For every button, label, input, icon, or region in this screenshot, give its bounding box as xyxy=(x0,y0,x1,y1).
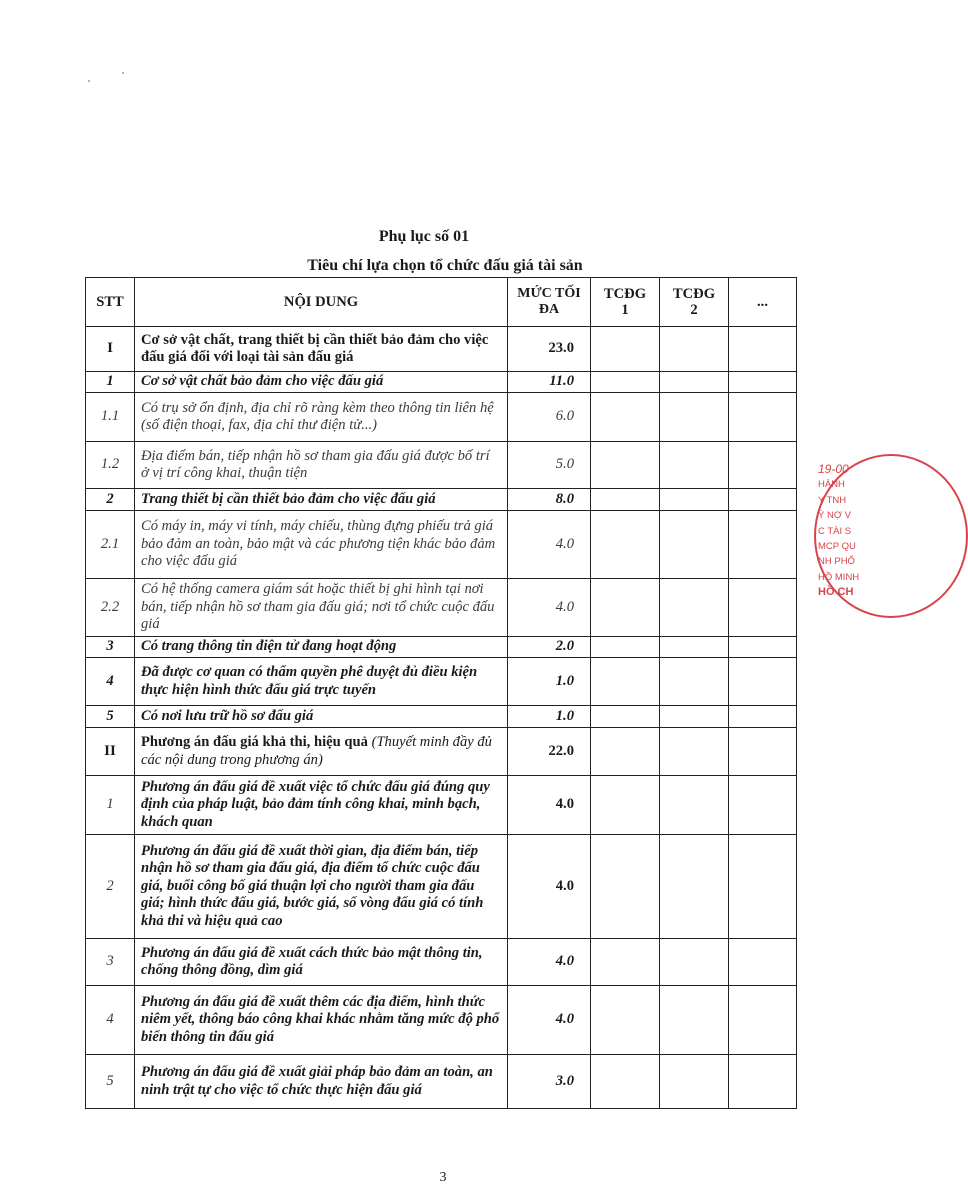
row-tcdg-1-cell xyxy=(591,835,660,939)
stamp-line: Y TNH xyxy=(818,494,847,506)
page-number: 3 xyxy=(439,1170,447,1185)
stamp-line: MCP QU xyxy=(818,540,856,552)
header-stt: STT xyxy=(86,278,135,327)
row-score: 1.0 xyxy=(508,658,591,706)
row-tcdg-2-cell xyxy=(660,776,729,835)
table-row xyxy=(86,658,797,706)
table-row xyxy=(86,511,797,579)
row-content: Đã được cơ quan có thẩm quyền phê duyệt đủ điều kiện thực hiện hình thức đấu giá trực tuyến xyxy=(135,658,508,706)
row-tcdg-2-cell xyxy=(660,835,729,939)
row-tcdg-1-cell xyxy=(591,776,660,835)
table-row xyxy=(86,579,797,637)
row-score: 8.0 xyxy=(508,489,591,511)
criteria-table xyxy=(85,277,797,1109)
row-content: Phương án đấu giá đề xuất việc tổ chức đấu giá đúng quy định của pháp luật, bảo đảm tính công khai, minh bạch, khách quan xyxy=(135,776,508,835)
row-more-cell xyxy=(729,835,797,939)
row-stt: 2.1 xyxy=(86,511,135,579)
row-more-cell xyxy=(729,489,797,511)
row-tcdg-1-cell xyxy=(591,706,660,728)
row-content: Địa điểm bán, tiếp nhận hồ sơ tham gia đấu giá được bố trí ở vị trí công khai, thuận tiện xyxy=(135,442,508,489)
row-content: Cơ sở vật chất bảo đảm cho việc đấu giá xyxy=(135,372,508,393)
table-row xyxy=(86,1055,797,1109)
row-more-cell xyxy=(729,442,797,489)
row-tcdg-2-cell xyxy=(660,393,729,442)
row-tcdg-2-cell xyxy=(660,728,729,776)
row-more-cell xyxy=(729,637,797,658)
stamp-line: HỒ MINH xyxy=(818,571,860,583)
row-tcdg-2-cell xyxy=(660,327,729,372)
row-score: 4.0 xyxy=(508,835,591,939)
row-score: 4.0 xyxy=(508,776,591,835)
row-tcdg-1-cell xyxy=(591,637,660,658)
row-more-cell xyxy=(729,1055,797,1109)
row-content: Phương án đấu giá đề xuất giải pháp bảo đảm an toàn, an ninh trật tự cho việc tổ chức thực hiện đấu giá xyxy=(135,1055,508,1109)
table-header-row xyxy=(86,278,797,327)
row-more-cell xyxy=(729,939,797,986)
table-row xyxy=(86,442,797,489)
row-content: Có hệ thống camera giám sát hoặc thiết bị ghi hình tại nơi bán, tiếp nhận hồ sơ tham gia đấu giá; nơi tổ chức cuộc đấu giá xyxy=(135,579,508,637)
row-tcdg-1-cell xyxy=(591,939,660,986)
header-more: ... xyxy=(729,278,797,327)
stamp-line: 19-00 xyxy=(818,462,849,476)
row-tcdg-2-cell xyxy=(660,1055,729,1109)
row-stt: 1.1 xyxy=(86,393,135,442)
table-row xyxy=(86,489,797,511)
header-content: NỘI DUNG xyxy=(135,278,508,327)
row-stt: 4 xyxy=(86,986,135,1055)
row-stt: 2 xyxy=(86,489,135,511)
stamp-line: Ý NỢ V xyxy=(818,510,851,522)
row-stt: I xyxy=(86,327,135,372)
row-stt: 1.2 xyxy=(86,442,135,489)
table-row xyxy=(86,986,797,1055)
row-tcdg-1-cell xyxy=(591,372,660,393)
row-score: 1.0 xyxy=(508,706,591,728)
row-score: 22.0 xyxy=(508,728,591,776)
row-content: Phương án đấu giá đề xuất thêm các địa điểm, hình thức niêm yết, thông báo công khai khác nhằm tăng mức độ phổ biến thông tin đấu giá xyxy=(135,986,508,1055)
row-tcdg-1-cell xyxy=(591,489,660,511)
row-tcdg-1-cell xyxy=(591,442,660,489)
row-tcdg-2-cell xyxy=(660,986,729,1055)
table-row xyxy=(86,637,797,658)
row-tcdg-1-cell xyxy=(591,658,660,706)
row-stt: 1 xyxy=(86,776,135,835)
table-row xyxy=(86,393,797,442)
row-tcdg-2-cell xyxy=(660,489,729,511)
row-content: Có trụ sở ổn định, địa chỉ rõ ràng kèm theo thông tin liên hệ (số điện thoại, fax, địa chỉ thư điện tử...) xyxy=(135,393,508,442)
row-content: Phương án đấu giá khả thi, hiệu quả xyxy=(141,734,368,751)
row-content: Phương án đấu giá đề xuất thời gian, địa điểm bán, tiếp nhận hồ sơ tham gia đấu giá, địa điểm tổ chức cuộc đấu giá, buổi công bố giá thuận lợi cho người tham gia đấu giá; hình thức đấu giá, bước giá, số vòng đấu giá có tính khả thi và hiệu quả cao xyxy=(135,835,508,939)
row-tcdg-1-cell xyxy=(591,327,660,372)
row-content: Phương án đấu giá đề xuất cách thức bảo mật thông tin, chống thông đồng, dìm giá xyxy=(135,939,508,986)
row-content: Cơ sở vật chất, trang thiết bị cần thiết bảo đảm cho việc đấu giá đối với loại tài sản đấu giá xyxy=(135,327,508,372)
row-score: 6.0 xyxy=(508,393,591,442)
row-content: Trang thiết bị cần thiết bảo đảm cho việc đấu giá xyxy=(135,489,508,511)
row-tcdg-2-cell xyxy=(660,706,729,728)
row-tcdg-1-cell xyxy=(591,579,660,637)
row-tcdg-2-cell xyxy=(660,511,729,579)
row-tcdg-1-cell xyxy=(591,986,660,1055)
row-more-cell xyxy=(729,393,797,442)
row-more-cell xyxy=(729,728,797,776)
row-more-cell xyxy=(729,372,797,393)
header-max-score: MỨC TỐI ĐA xyxy=(508,278,591,327)
row-tcdg-2-cell xyxy=(660,372,729,393)
row-content-note: (Thuyết minh đầy đủ các nội dung trong phương án) xyxy=(141,734,492,768)
row-more-cell xyxy=(729,776,797,835)
row-score: 23.0 xyxy=(508,327,591,372)
table-row xyxy=(86,776,797,835)
row-score: 4.0 xyxy=(508,939,591,986)
row-tcdg-1-cell xyxy=(591,393,660,442)
table-row xyxy=(86,728,797,776)
row-tcdg-1-cell xyxy=(591,728,660,776)
stamp-line: HỒ CH xyxy=(818,586,854,599)
table-row xyxy=(86,939,797,986)
table-row xyxy=(86,327,797,372)
row-stt: 4 xyxy=(86,658,135,706)
row-more-cell xyxy=(729,327,797,372)
table-row xyxy=(86,835,797,939)
stamp-line: C TÀI S xyxy=(818,525,852,537)
row-score: 4.0 xyxy=(508,986,591,1055)
row-score: 5.0 xyxy=(508,442,591,489)
red-seal-stamp xyxy=(808,454,868,626)
row-tcdg-1-cell xyxy=(591,511,660,579)
row-score: 4.0 xyxy=(508,511,591,579)
row-score: 2.0 xyxy=(508,637,591,658)
row-tcdg-2-cell xyxy=(660,939,729,986)
row-more-cell xyxy=(729,511,797,579)
row-more-cell xyxy=(729,986,797,1055)
row-score: 11.0 xyxy=(508,372,591,393)
row-tcdg-2-cell xyxy=(660,442,729,489)
row-more-cell xyxy=(729,658,797,706)
appendix-subtitle: Tiêu chí lựa chọn tổ chức đấu giá tài sản xyxy=(307,257,583,274)
appendix-title: Phụ lục số 01 xyxy=(378,228,470,245)
row-stt: 5 xyxy=(86,706,135,728)
row-tcdg-2-cell xyxy=(660,658,729,706)
row-score: 3.0 xyxy=(508,1055,591,1109)
row-more-cell xyxy=(729,706,797,728)
row-more-cell xyxy=(729,579,797,637)
table-row xyxy=(86,706,797,728)
row-content: Có nơi lưu trữ hồ sơ đấu giá xyxy=(135,706,508,728)
row-stt: 1 xyxy=(86,372,135,393)
row-stt: 5 xyxy=(86,1055,135,1109)
row-score: 4.0 xyxy=(508,579,591,637)
header-tcdg-1: TCĐG 1 xyxy=(591,278,660,327)
header-tcdg-2: TCĐG 2 xyxy=(660,278,729,327)
row-content-cell xyxy=(135,728,508,776)
row-stt: 2 xyxy=(86,835,135,939)
stamp-line: NH PHỐ xyxy=(818,556,855,568)
row-content: Có máy in, máy vi tính, máy chiếu, thùng đựng phiếu trả giá bảo đảm an toàn, bảo mật và các phương tiện khác bảo đảm cho việc đấu giá xyxy=(135,511,508,579)
row-tcdg-1-cell xyxy=(591,1055,660,1109)
table-row xyxy=(86,372,797,393)
stamp-line: HÀNH xyxy=(818,479,845,491)
row-stt: 3 xyxy=(86,939,135,986)
row-tcdg-2-cell xyxy=(660,637,729,658)
row-tcdg-2-cell xyxy=(660,579,729,637)
row-stt: 2.2 xyxy=(86,579,135,637)
stamp-text xyxy=(818,462,859,601)
row-stt: II xyxy=(86,728,135,776)
row-content: Có trang thông tin điện tử đang hoạt động xyxy=(135,637,508,658)
row-stt: 3 xyxy=(86,637,135,658)
